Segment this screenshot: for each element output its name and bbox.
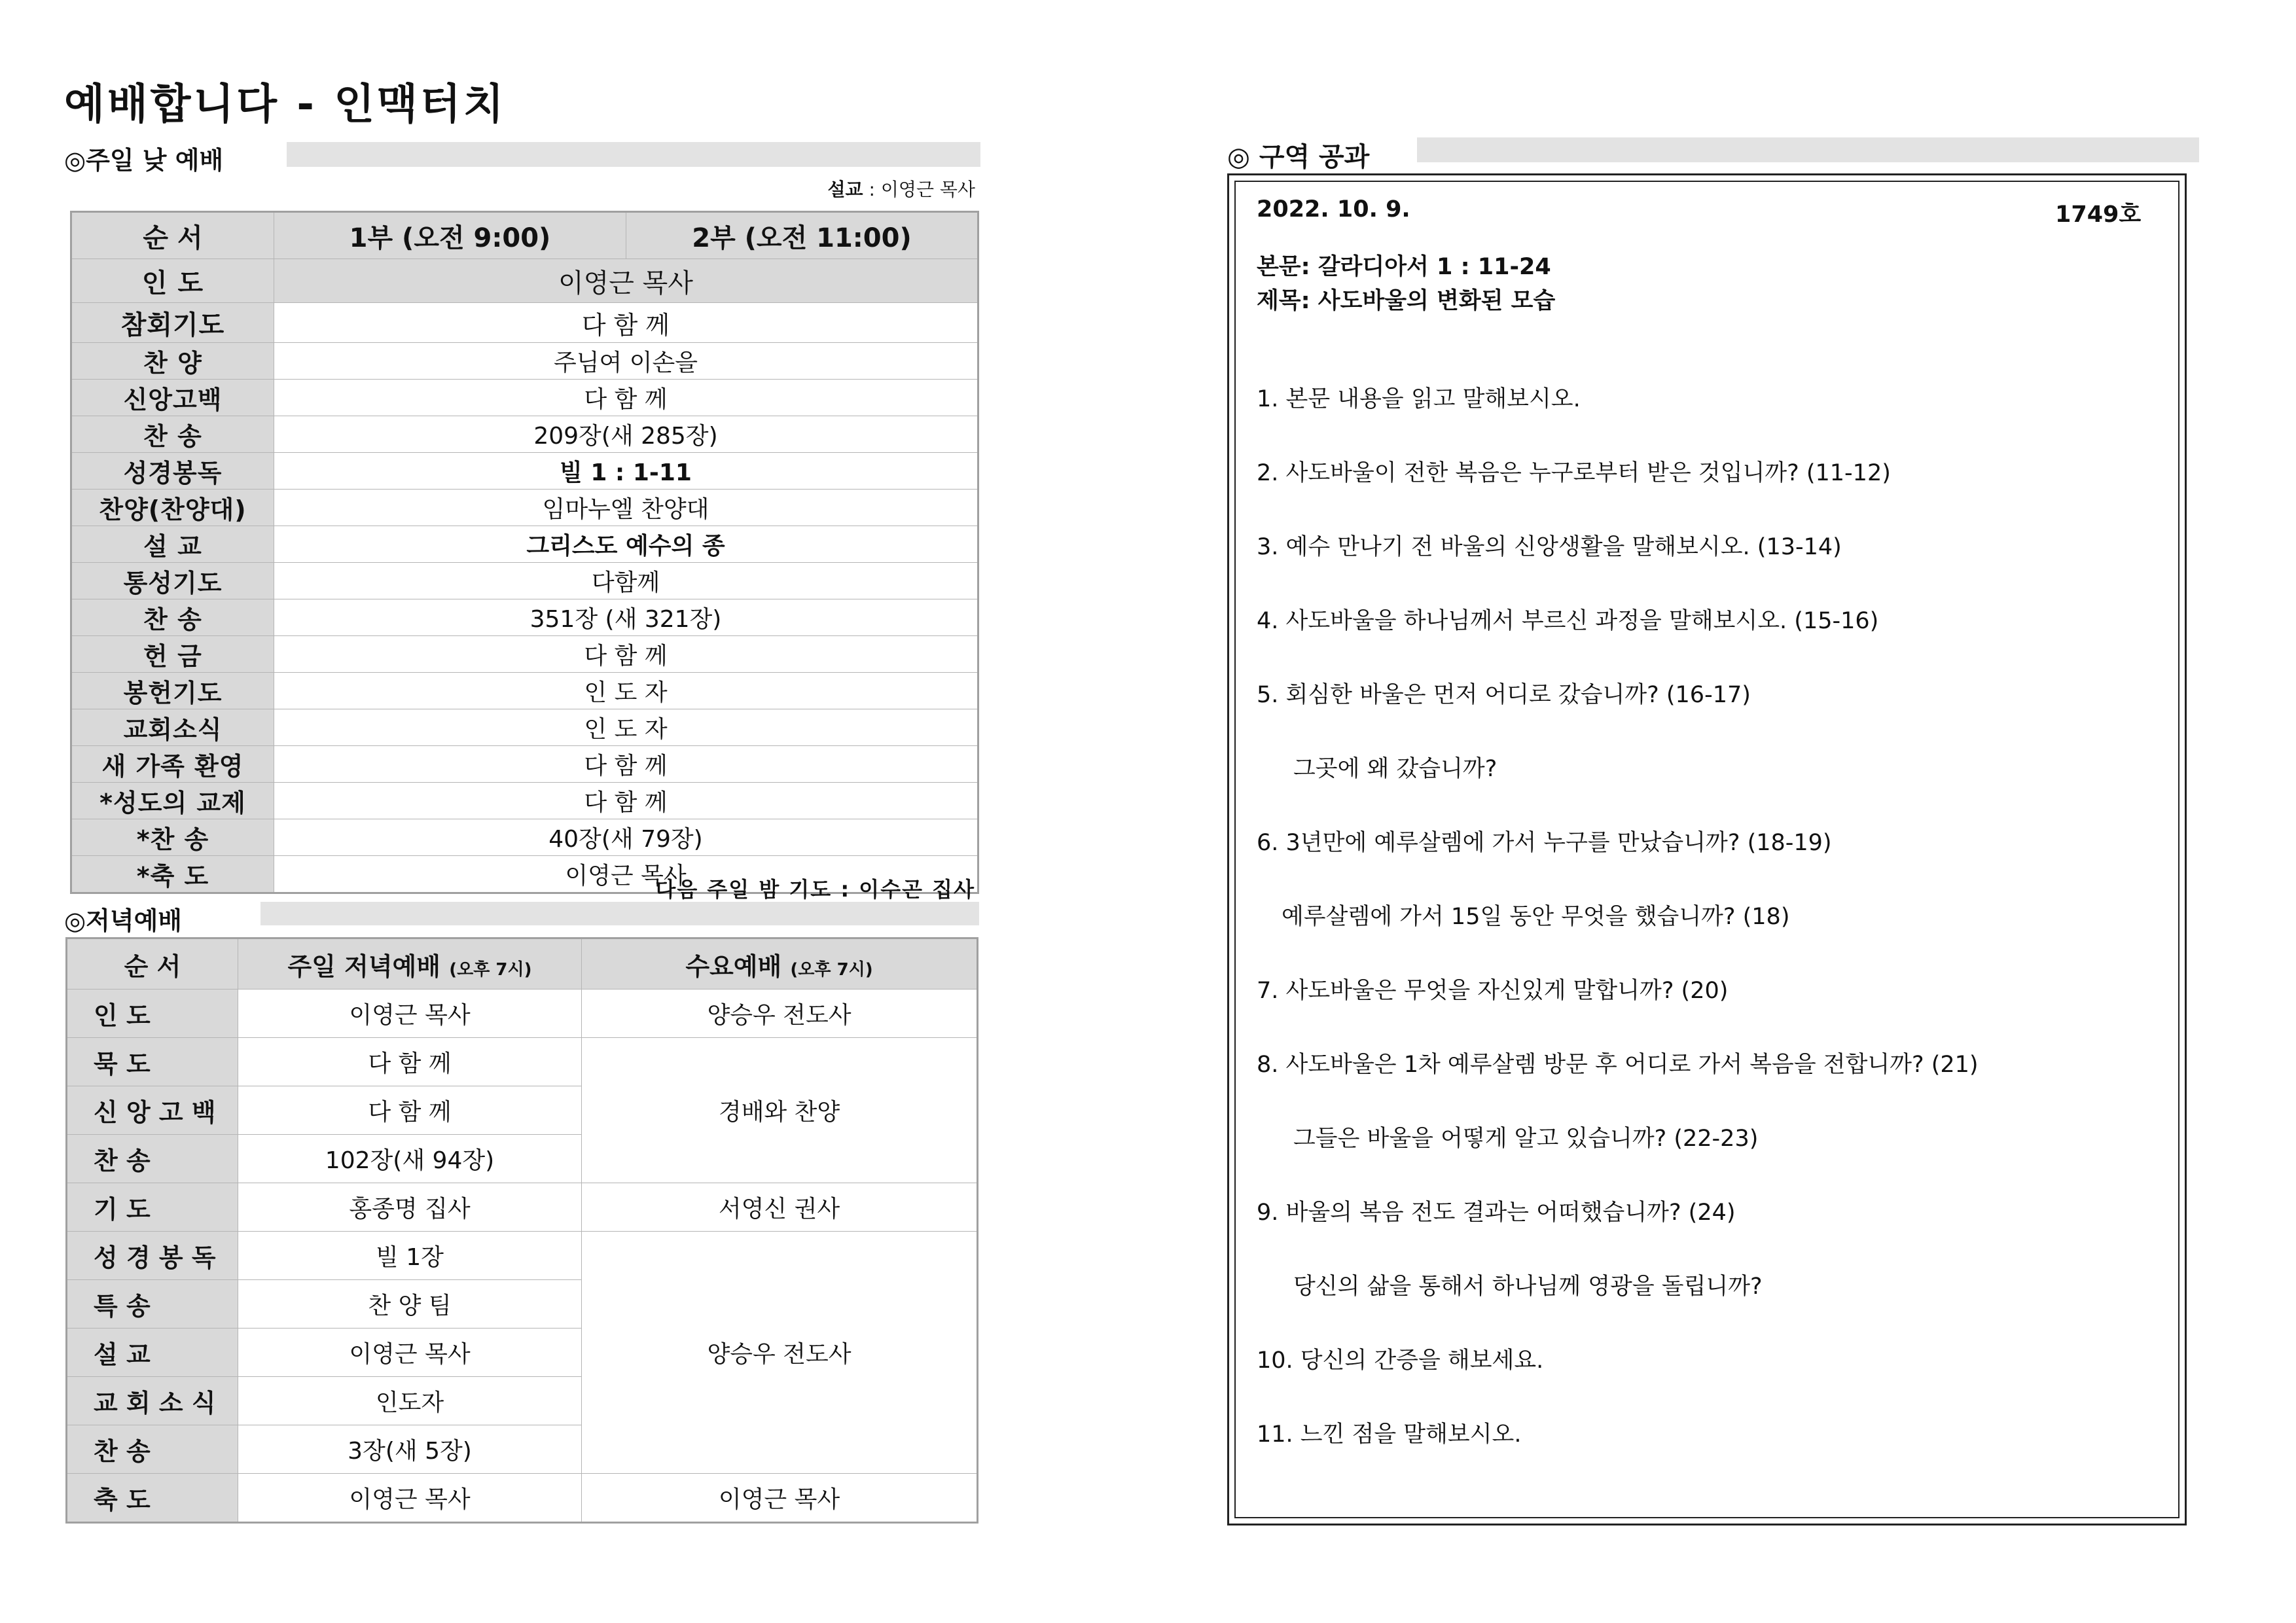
question-item: 8. 사도바울은 1차 예루살렘 방문 후 어디로 가서 복음을 전합니까? (21) xyxy=(1257,1052,1979,1078)
sunday-value: 다 함 께 xyxy=(238,1038,582,1086)
table-row xyxy=(71,563,978,599)
row-label: 묵 도 xyxy=(67,1038,238,1086)
row-label: 특 송 xyxy=(67,1280,238,1329)
row-value: 주님여 이손을 xyxy=(274,343,978,380)
col-sunday-label: 주일 저녁예배 xyxy=(287,952,440,981)
row-label: 참회기도 xyxy=(71,303,274,343)
row-value: 다 함 께 xyxy=(274,783,978,819)
table-row xyxy=(71,819,978,856)
row-value: 40장(새 79장) xyxy=(274,819,978,856)
sunday-value: 이영근 목사 xyxy=(238,1329,582,1377)
preacher-name: 이영근 목사 xyxy=(880,179,975,200)
sunday-value: 빌 1장 xyxy=(238,1232,582,1280)
question-item: 10. 당신의 간증을 해보세요. xyxy=(1257,1347,1544,1374)
row-value: 다 함 께 xyxy=(274,746,978,783)
row-label: 성경봉독 xyxy=(71,453,274,490)
question-item: 2. 사도바울이 전한 복음은 누구로부터 받은 것입니까? (11-12) xyxy=(1257,460,1891,486)
table-row xyxy=(71,673,978,709)
row-label: 봉헌기도 xyxy=(71,673,274,709)
sunday-value: 102장(새 94장) xyxy=(238,1135,582,1183)
wed-value: 경배와 찬양 xyxy=(582,1038,978,1183)
wed-value: 양승우 전도사 xyxy=(582,1232,978,1474)
row-label: 축 도 xyxy=(67,1474,238,1523)
section-bar xyxy=(287,142,980,167)
sunday-value: 3장(새 5장) xyxy=(238,1425,582,1474)
sunday-value: 홍종명 집사 xyxy=(238,1183,582,1232)
row-value: 인 도 자 xyxy=(274,673,978,709)
question-subitem: 당신의 삶을 통해서 하나님께 영광을 돌립니까? xyxy=(1293,1274,1763,1300)
question-item: 4. 사도바울을 하나님께서 부르신 과정을 말해보시오. (15-16) xyxy=(1257,608,1879,634)
district-study-heading: ◎ 구역 공과 xyxy=(1227,142,1370,172)
question-item: 6. 3년만에 예루살렘에 가서 누구를 만났습니까? (18-19) xyxy=(1257,830,1832,856)
row-value: 다 함 께 xyxy=(274,303,978,343)
row-label: 새 가족 환영 xyxy=(71,746,274,783)
sunday-service-heading: ◎주일 낮 예배 xyxy=(64,146,224,175)
sunday-value: 다 함 께 xyxy=(238,1086,582,1135)
row-label: 신앙고백 xyxy=(71,380,274,416)
row-label: 성 경 봉 독 xyxy=(67,1232,238,1280)
row-label: 통성기도 xyxy=(71,563,274,599)
row-value: 이영근 목사 xyxy=(274,259,978,303)
preacher-line xyxy=(828,175,976,202)
evening-service-heading: ◎저녁예배 xyxy=(64,906,182,935)
table-row xyxy=(71,416,978,453)
col-wed-time: (오후 7시) xyxy=(790,959,873,980)
row-value: 351장 (새 321장) xyxy=(274,599,978,636)
issue-number: 1749호 xyxy=(2055,202,2142,228)
row-label: 찬양(찬양대) xyxy=(71,490,274,526)
table-row xyxy=(71,599,978,636)
row-label: 설 교 xyxy=(67,1329,238,1377)
table-row xyxy=(71,526,978,563)
col-order: 순 서 xyxy=(67,938,238,990)
next-prayer-note: 다음 주일 밤 기도 : 이수곤 집사 xyxy=(655,877,975,902)
row-value: 다 함 께 xyxy=(274,380,978,416)
scripture-text: 본문: 갈라디아서 1 : 11-24 xyxy=(1257,254,1551,280)
row-label: *찬 송 xyxy=(71,819,274,856)
table-row xyxy=(71,636,978,673)
table-row xyxy=(67,1474,978,1523)
table-header-row xyxy=(67,938,978,990)
sunday-value: 이영근 목사 xyxy=(238,990,582,1038)
question-item: 3. 예수 만나기 전 바울의 신앙생활을 말해보시오. (13-14) xyxy=(1257,534,1842,560)
row-value: 임마누엘 찬양대 xyxy=(274,490,978,526)
question-subitem: 예루살렘에 가서 15일 동안 무엇을 했습니까? (18) xyxy=(1282,904,1790,930)
table-row xyxy=(67,1038,978,1086)
row-value: 빌 1 : 1-11 xyxy=(274,453,978,490)
question-subitem: 그곳에 왜 갔습니까? xyxy=(1293,756,1498,782)
table-row xyxy=(71,259,978,303)
row-label: 신 앙 고 백 xyxy=(67,1086,238,1135)
row-label: 찬 양 xyxy=(71,343,274,380)
table-row xyxy=(71,343,978,380)
row-label: 찬 송 xyxy=(67,1425,238,1474)
col-first-service: 1부 (오전 9:00) xyxy=(274,212,626,259)
wed-value: 서영신 권사 xyxy=(582,1183,978,1232)
row-value: 209장(새 285장) xyxy=(274,416,978,453)
question-item: 9. 바울의 복음 전도 결과는 어떠했습니까? (24) xyxy=(1257,1200,1736,1226)
table-row xyxy=(67,990,978,1038)
study-date: 2022. 10. 9. xyxy=(1257,196,1410,223)
row-label: *축 도 xyxy=(71,856,274,893)
col-sunday-time: (오후 7시) xyxy=(449,959,532,980)
table-row xyxy=(71,709,978,746)
table-row xyxy=(71,783,978,819)
row-label: 교 회 소 식 xyxy=(67,1377,238,1425)
row-label: 찬 송 xyxy=(71,416,274,453)
table-header-row xyxy=(71,212,978,259)
row-label: 찬 송 xyxy=(71,599,274,636)
table-row xyxy=(71,380,978,416)
question-item: 1. 본문 내용을 읽고 말해보시오. xyxy=(1257,386,1581,412)
row-label: 교회소식 xyxy=(71,709,274,746)
preacher-sep: : xyxy=(863,179,881,200)
evening-service-table xyxy=(65,937,978,1524)
row-label: 인 도 xyxy=(71,259,274,303)
col-wednesday xyxy=(582,938,978,990)
table-row xyxy=(67,1232,978,1280)
question-subitem: 그들은 바울을 어떻게 알고 있습니까? (22-23) xyxy=(1293,1126,1759,1152)
preacher-label: 설교 xyxy=(827,179,863,200)
row-label: 찬 송 xyxy=(67,1135,238,1183)
row-label: *성도의 교제 xyxy=(71,783,274,819)
row-value: 다 함 께 xyxy=(274,636,978,673)
question-item: 7. 사도바울은 무엇을 자신있게 말합니까? (20) xyxy=(1257,978,1729,1004)
table-row xyxy=(71,746,978,783)
row-label: 인 도 xyxy=(67,990,238,1038)
row-label: 설 교 xyxy=(71,526,274,563)
question-item: 11. 느낀 점을 말해보시오. xyxy=(1257,1421,1522,1448)
wed-value: 이영근 목사 xyxy=(582,1474,978,1523)
row-value: 이영근 목사 xyxy=(274,856,978,893)
sunday-value: 이영근 목사 xyxy=(238,1474,582,1523)
section-bar xyxy=(1417,137,2199,162)
row-label: 헌 금 xyxy=(71,636,274,673)
col-order: 순 서 xyxy=(71,212,274,259)
table-row xyxy=(67,1183,978,1232)
col-sunday-evening xyxy=(238,938,582,990)
row-value: 다함께 xyxy=(274,563,978,599)
row-label: 기 도 xyxy=(67,1183,238,1232)
col-second-service: 2부 (오전 11:00) xyxy=(626,212,978,259)
row-value: 인 도 자 xyxy=(274,709,978,746)
sunday-value: 인도자 xyxy=(238,1377,582,1425)
table-row xyxy=(71,303,978,343)
lesson-subject: 제목: 사도바울의 변화된 모습 xyxy=(1257,288,1556,314)
table-row xyxy=(71,453,978,490)
sunday-service-table xyxy=(70,211,979,894)
question-item: 5. 회심한 바울은 먼저 어디로 갔습니까? (16-17) xyxy=(1257,682,1751,708)
page-title: 예배합니다 - 인맥터치 xyxy=(64,80,507,129)
section-bar xyxy=(260,902,979,925)
sermon-title: 그리스도 예수의 종 xyxy=(274,526,978,563)
col-wed-label: 수요예배 xyxy=(685,952,782,981)
wed-value: 양승우 전도사 xyxy=(582,990,978,1038)
sunday-value: 찬 양 팀 xyxy=(238,1280,582,1329)
table-row xyxy=(71,490,978,526)
